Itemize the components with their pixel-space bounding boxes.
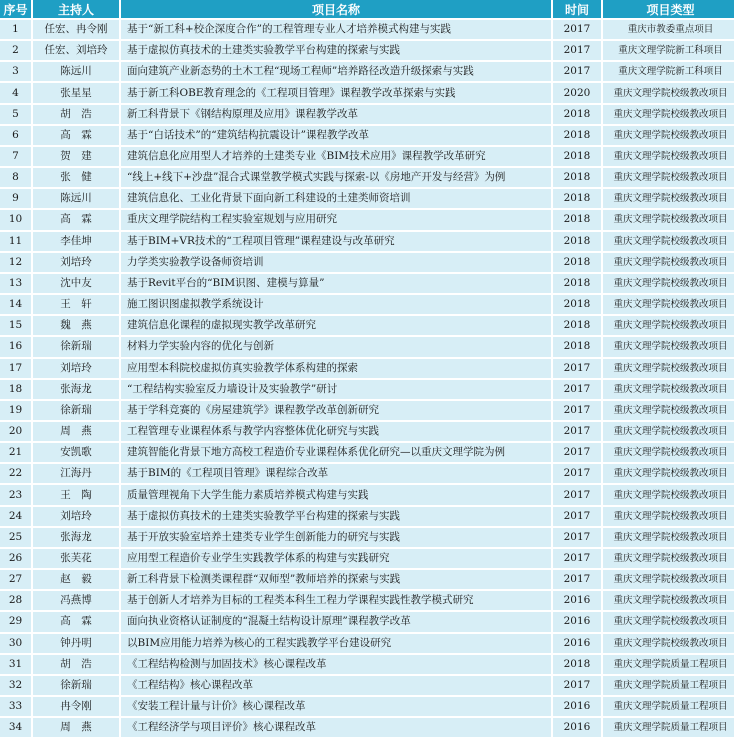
cell-project-name: 质量管理视角下大学生能力素质培养模式构建与实践 [121, 485, 551, 504]
cell-index: 5 [0, 105, 31, 124]
cell-year: 2017 [553, 41, 601, 60]
cell-project-type: 重庆文理学院校级教改项目 [603, 401, 734, 420]
cell-project-type: 重庆文理学院校级教改项目 [603, 528, 734, 547]
cell-project-name: 面向建筑产业新态势的土木工程“现场工程师”培养路径改造升级探索与实践 [121, 62, 551, 81]
cell-project-name: 建筑信息化课程的虚拟现实教学改革研究 [121, 316, 551, 335]
cell-year: 2017 [553, 464, 601, 483]
table-row [0, 612, 734, 631]
cell-year: 2017 [553, 676, 601, 695]
cell-project-name: “线上+线下+沙盘”混合式课堂教学模式实践与探索-以《房地产开发与经营》为例 [121, 168, 551, 187]
header-year: 时间 [553, 0, 601, 18]
cell-project-name: 工程管理专业课程体系与教学内容整体优化研究与实践 [121, 422, 551, 441]
cell-year: 2017 [553, 20, 601, 39]
cell-project-type: 重庆文理学院校级教改项目 [603, 507, 734, 526]
cell-index: 15 [0, 316, 31, 335]
cell-year: 2018 [553, 126, 601, 145]
cell-project-type: 重庆文理学院校级教改项目 [603, 253, 734, 272]
cell-index: 13 [0, 274, 31, 293]
cell-project-name: 《安装工程计量与计价》核心课程改革 [121, 697, 551, 716]
cell-project-name: 基于BIM的《工程项目管理》课程综合改革 [121, 464, 551, 483]
cell-index: 33 [0, 697, 31, 716]
cell-year: 2016 [553, 718, 601, 737]
table-row [0, 507, 734, 526]
cell-host: 张海龙 [33, 380, 119, 399]
cell-project-type: 重庆文理学院质量工程项目 [603, 676, 734, 695]
cell-year: 2017 [553, 62, 601, 81]
cell-index: 21 [0, 443, 31, 462]
table-row [0, 485, 734, 504]
cell-project-name: 面向执业资格认证制度的“混凝土结构设计原理”课程教学改革 [121, 612, 551, 631]
cell-index: 27 [0, 570, 31, 589]
cell-year: 2017 [553, 380, 601, 399]
cell-project-name: 基于“白话技术”的“建筑结构抗震设计”课程教学改革 [121, 126, 551, 145]
cell-index: 7 [0, 147, 31, 166]
table-row [0, 464, 734, 483]
cell-year: 2017 [553, 422, 601, 441]
cell-host: 冉令刚 [33, 697, 119, 716]
table-row [0, 295, 734, 314]
cell-index: 9 [0, 189, 31, 208]
table-row [0, 189, 734, 208]
cell-project-type: 重庆文理学院校级教改项目 [603, 295, 734, 314]
table-row [0, 697, 734, 716]
cell-year: 2018 [553, 253, 601, 272]
header-index: 序号 [0, 0, 31, 18]
cell-project-type: 重庆文理学院校级教改项目 [603, 634, 734, 653]
table-row [0, 528, 734, 547]
cell-project-name: 基于Revit平台的“BIM识图、建模与算量” [121, 274, 551, 293]
cell-year: 2017 [553, 485, 601, 504]
cell-host: 徐新瑞 [33, 401, 119, 420]
cell-host: 江海丹 [33, 464, 119, 483]
cell-year: 2017 [553, 570, 601, 589]
cell-host: 王 轩 [33, 295, 119, 314]
cell-year: 2018 [553, 316, 601, 335]
table-row [0, 20, 734, 39]
cell-index: 4 [0, 83, 31, 102]
cell-host: 高 霖 [33, 126, 119, 145]
table-row [0, 316, 734, 335]
cell-project-name: 建筑智能化背景下地方高校工程造价专业课程体系优化研究—以重庆文理学院为例 [121, 443, 551, 462]
cell-project-name: 新工科背景下《钢结构原理及应用》课程教学改革 [121, 105, 551, 124]
cell-host: 徐新瑞 [33, 676, 119, 695]
cell-project-type: 重庆文理学院校级教改项目 [603, 570, 734, 589]
cell-project-name: 应用型本科院校虚拟仿真实验教学体系构建的探索 [121, 359, 551, 378]
cell-year: 2017 [553, 528, 601, 547]
cell-host: 张星星 [33, 83, 119, 102]
cell-project-name: 施工图识图虚拟教学系统设计 [121, 295, 551, 314]
cell-year: 2018 [553, 655, 601, 674]
table-row [0, 549, 734, 568]
table-row [0, 676, 734, 695]
cell-project-type: 重庆文理学院校级教改项目 [603, 232, 734, 251]
table-row [0, 147, 734, 166]
cell-project-name: 基于BIM+VR技术的“工程项目管理”课程建设与改革研究 [121, 232, 551, 251]
cell-year: 2018 [553, 337, 601, 356]
cell-host: 刘培玲 [33, 253, 119, 272]
cell-index: 25 [0, 528, 31, 547]
table-row [0, 570, 734, 589]
cell-year: 2017 [553, 549, 601, 568]
header-host: 主持人 [33, 0, 119, 18]
cell-project-type: 重庆文理学院校级教改项目 [603, 612, 734, 631]
cell-project-type: 重庆文理学院校级教改项目 [603, 189, 734, 208]
cell-project-type: 重庆文理学院校级教改项目 [603, 549, 734, 568]
cell-host: 张芙花 [33, 549, 119, 568]
cell-year: 2018 [553, 274, 601, 293]
cell-project-name: 基于新工科OBE教育理念的《工程项目管理》课程教学改革探索与实践 [121, 83, 551, 102]
cell-year: 2018 [553, 168, 601, 187]
cell-project-type: 重庆文理学院校级教改项目 [603, 591, 734, 610]
cell-host: 张海龙 [33, 528, 119, 547]
table-row [0, 126, 734, 145]
table-row [0, 380, 734, 399]
cell-index: 22 [0, 464, 31, 483]
table-row [0, 83, 734, 102]
cell-project-type: 重庆文理学院校级教改项目 [603, 274, 734, 293]
cell-project-type: 重庆文理学院校级教改项目 [603, 443, 734, 462]
cell-index: 16 [0, 337, 31, 356]
header-name: 项目名称 [121, 0, 551, 18]
cell-host: 陈远川 [33, 62, 119, 81]
cell-project-type: 重庆文理学院校级教改项目 [603, 168, 734, 187]
cell-host: 冯燕博 [33, 591, 119, 610]
cell-project-name: 《工程结构检测与加固技术》核心课程改革 [121, 655, 551, 674]
cell-index: 20 [0, 422, 31, 441]
cell-index: 10 [0, 210, 31, 229]
cell-project-name: 材料力学实验内容的优化与创新 [121, 337, 551, 356]
table-row [0, 168, 734, 187]
table-row [0, 105, 734, 124]
cell-index: 31 [0, 655, 31, 674]
cell-host: 任宏、刘培玲 [33, 41, 119, 60]
cell-host: 赵 毅 [33, 570, 119, 589]
cell-host: 刘培玲 [33, 507, 119, 526]
cell-index: 23 [0, 485, 31, 504]
cell-project-type: 重庆文理学院质量工程项目 [603, 697, 734, 716]
cell-host: 刘培玲 [33, 359, 119, 378]
table-row [0, 655, 734, 674]
cell-year: 2018 [553, 105, 601, 124]
cell-year: 2017 [553, 359, 601, 378]
table-header-row [0, 0, 734, 18]
cell-project-type: 重庆文理学院校级教改项目 [603, 147, 734, 166]
cell-project-type: 重庆文理学院质量工程项目 [603, 655, 734, 674]
table-row [0, 422, 734, 441]
cell-project-type: 重庆文理学院校级教改项目 [603, 485, 734, 504]
cell-project-name: “工程结构实验室反力墙设计及实验教学”研讨 [121, 380, 551, 399]
cell-host: 贺 建 [33, 147, 119, 166]
cell-project-type: 重庆文理学院校级教改项目 [603, 464, 734, 483]
cell-host: 沈中友 [33, 274, 119, 293]
cell-project-name: 以BIM应用能力培养为核心的工程实践教学平台建设研究 [121, 634, 551, 653]
cell-host: 高 霖 [33, 612, 119, 631]
cell-year: 2018 [553, 232, 601, 251]
cell-year: 2017 [553, 443, 601, 462]
table-row [0, 253, 734, 272]
cell-project-type: 重庆文理学院校级教改项目 [603, 337, 734, 356]
table-row [0, 274, 734, 293]
table-row [0, 718, 734, 737]
cell-year: 2018 [553, 295, 601, 314]
cell-index: 8 [0, 168, 31, 187]
cell-year: 2016 [553, 697, 601, 716]
cell-host: 胡 浩 [33, 105, 119, 124]
header-type: 项目类型 [603, 0, 734, 18]
table-row [0, 232, 734, 251]
cell-host: 任宏、冉令刚 [33, 20, 119, 39]
cell-project-name: 基于虚拟仿真技术的土建类实验教学平台构建的探索与实践 [121, 507, 551, 526]
cell-index: 32 [0, 676, 31, 695]
cell-index: 17 [0, 359, 31, 378]
cell-index: 28 [0, 591, 31, 610]
cell-host: 钟丹明 [33, 634, 119, 653]
table-row [0, 41, 734, 60]
cell-index: 2 [0, 41, 31, 60]
cell-index: 30 [0, 634, 31, 653]
cell-project-type: 重庆文理学院校级教改项目 [603, 380, 734, 399]
cell-host: 王 陶 [33, 485, 119, 504]
table-row [0, 634, 734, 653]
cell-project-name: 基于学科竞赛的《房屋建筑学》课程教学改革创新研究 [121, 401, 551, 420]
cell-project-type: 重庆文理学院新工科项目 [603, 62, 734, 81]
cell-index: 1 [0, 20, 31, 39]
cell-host: 高 霖 [33, 210, 119, 229]
cell-year: 2016 [553, 634, 601, 653]
cell-project-name: 基于“新工科+校企深度合作”的工程管理专业人才培养模式构建与实践 [121, 20, 551, 39]
cell-project-name: 重庆文理学院结构工程实验室规划与应用研究 [121, 210, 551, 229]
cell-project-type: 重庆文理学院校级教改项目 [603, 316, 734, 335]
cell-index: 34 [0, 718, 31, 737]
cell-project-name: 《工程经济学与项目评价》核心课程改革 [121, 718, 551, 737]
cell-host: 徐新瑞 [33, 337, 119, 356]
table-row [0, 337, 734, 356]
cell-project-type: 重庆文理学院校级教改项目 [603, 126, 734, 145]
cell-index: 19 [0, 401, 31, 420]
cell-project-type: 重庆文理学院校级教改项目 [603, 210, 734, 229]
cell-year: 2017 [553, 401, 601, 420]
table-row [0, 210, 734, 229]
cell-project-name: 基于创新人才培养为目标的工程类本科生工程力学课程实践性教学模式研究 [121, 591, 551, 610]
table-row [0, 591, 734, 610]
cell-index: 12 [0, 253, 31, 272]
cell-host: 胡 浩 [33, 655, 119, 674]
cell-index: 29 [0, 612, 31, 631]
cell-host: 周 燕 [33, 718, 119, 737]
cell-project-type: 重庆文理学院校级教改项目 [603, 83, 734, 102]
table-row [0, 401, 734, 420]
cell-index: 11 [0, 232, 31, 251]
cell-year: 2020 [553, 83, 601, 102]
cell-project-name: 基于虚拟仿真技术的土建类实验教学平台构建的探索与实践 [121, 41, 551, 60]
table-row [0, 359, 734, 378]
cell-host: 周 燕 [33, 422, 119, 441]
cell-project-name: 新工科背景下检测类课程群“双师型”教师培养的探索与实践 [121, 570, 551, 589]
cell-index: 26 [0, 549, 31, 568]
cell-year: 2016 [553, 612, 601, 631]
cell-index: 18 [0, 380, 31, 399]
table-row [0, 62, 734, 81]
cell-index: 14 [0, 295, 31, 314]
cell-year: 2018 [553, 189, 601, 208]
cell-project-name: 建筑信息化、工业化背景下面向新工科建设的土建类师资培训 [121, 189, 551, 208]
cell-year: 2018 [553, 210, 601, 229]
table-body [0, 20, 734, 737]
cell-project-name: 《工程结构》核心课程改革 [121, 676, 551, 695]
cell-project-type: 重庆文理学院质量工程项目 [603, 718, 734, 737]
cell-year: 2017 [553, 507, 601, 526]
cell-year: 2016 [553, 591, 601, 610]
cell-host: 陈远川 [33, 189, 119, 208]
cell-index: 6 [0, 126, 31, 145]
cell-year: 2018 [553, 147, 601, 166]
cell-project-name: 应用型工程造价专业学生实践教学体系的构建与实践研究 [121, 549, 551, 568]
table-row [0, 443, 734, 462]
cell-project-name: 力学类实验教学设备师资培训 [121, 253, 551, 272]
cell-host: 安凯歌 [33, 443, 119, 462]
cell-project-type: 重庆文理学院校级教改项目 [603, 359, 734, 378]
cell-project-type: 重庆文理学院校级教改项目 [603, 105, 734, 124]
cell-index: 3 [0, 62, 31, 81]
cell-project-name: 建筑信息化应用型人才培养的土建类专业《BIM技术应用》课程教学改革研究 [121, 147, 551, 166]
cell-project-type: 重庆市教委重点项目 [603, 20, 734, 39]
cell-index: 24 [0, 507, 31, 526]
cell-project-type: 重庆文理学院新工科项目 [603, 41, 734, 60]
cell-host: 李佳坤 [33, 232, 119, 251]
cell-project-name: 基于开放实验室培养土建类专业学生创新能力的研究与实践 [121, 528, 551, 547]
cell-host: 张 健 [33, 168, 119, 187]
cell-project-type: 重庆文理学院校级教改项目 [603, 422, 734, 441]
cell-host: 魏 燕 [33, 316, 119, 335]
